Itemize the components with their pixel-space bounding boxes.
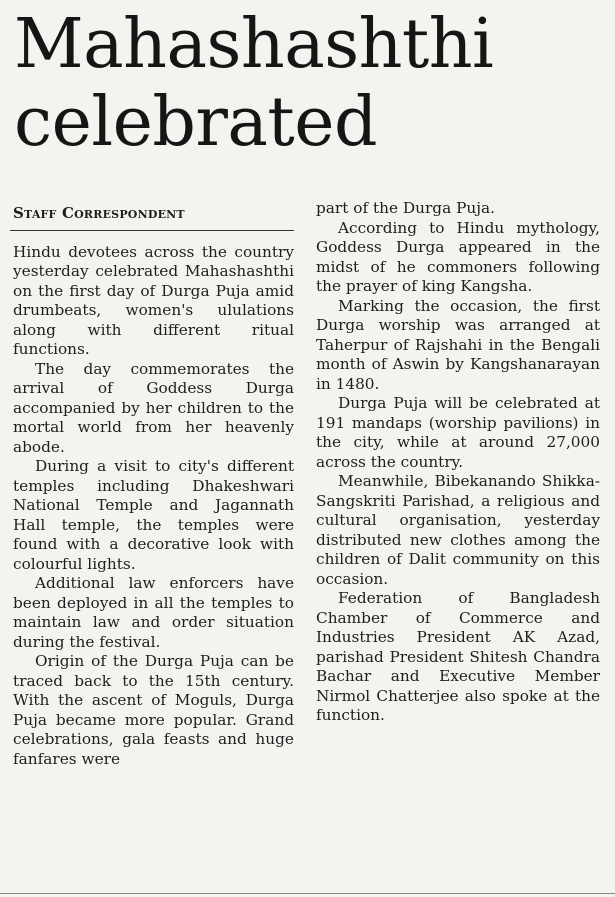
headline	[14, 6, 604, 162]
paragraph: Marking the occasion, the first Durga worship was arranged at Taherpur of Rajshahi in the Bengali month of Aswin by Kangshanarayan in 1480.	[316, 296, 600, 393]
paragraph: Hindu devotees across the country yesterday celebrated Mahashashthi on the first day of Durga Puja amid drumbeats, women's ululations along with different ritual functions.	[13, 242, 294, 358]
headline-line-2: celebrated	[14, 83, 377, 162]
paragraph: According to Hindu mythology, Goddess Durga appeared in the midst of he commoners following the prayer of king Kangsha.	[316, 218, 600, 295]
paragraph: Additional law enforcers have been deployed in all the temples to maintain law and order situation during the festival.	[13, 574, 294, 651]
byline-rule	[10, 230, 294, 231]
byline: Staff Correspondent	[13, 204, 185, 222]
paragraph: Durga Puja will be celebrated at 191 mandaps (worship pavilions) in the city, while at around 27,000 across the country.	[316, 394, 600, 471]
left-column	[10, 204, 294, 769]
paragraph: The day commemorates the arrival of Goddess Durga accompanied by her children to the mortal world from her heavenly abode.	[13, 359, 294, 456]
paragraph: During a visit to city's different temples including Dhakeshwari National Temple and Jagannath Hall temple, the temples were found with a decorative look with colourful lights.	[13, 457, 294, 573]
paragraph: part of the Durga Puja.	[316, 199, 495, 217]
paragraph: Origin of the Durga Puja can be traced back to the 15th century. With the ascent of Moguls, Durga Puja became more popular. Grand celebrations, gala feasts and huge fanfares were	[13, 652, 294, 768]
headline-line-1: Mahashashthi	[14, 5, 494, 84]
paragraph: Meanwhile, Bibekanando Shikka-Sangskriti Parishad, a religious and cultural organisation, yesterday distributed new clothes among the children of Dalit community on this occasion.	[316, 472, 600, 588]
right-column	[316, 199, 600, 726]
paragraph: Federation of Bangladesh Chamber of Commerce and Industries President AK Azad, parishad President Shitesh Chandra Bachar and Executive Member Nirmol Chatterjee also spoke at the function.	[316, 589, 600, 724]
bottom-rule	[0, 893, 615, 894]
